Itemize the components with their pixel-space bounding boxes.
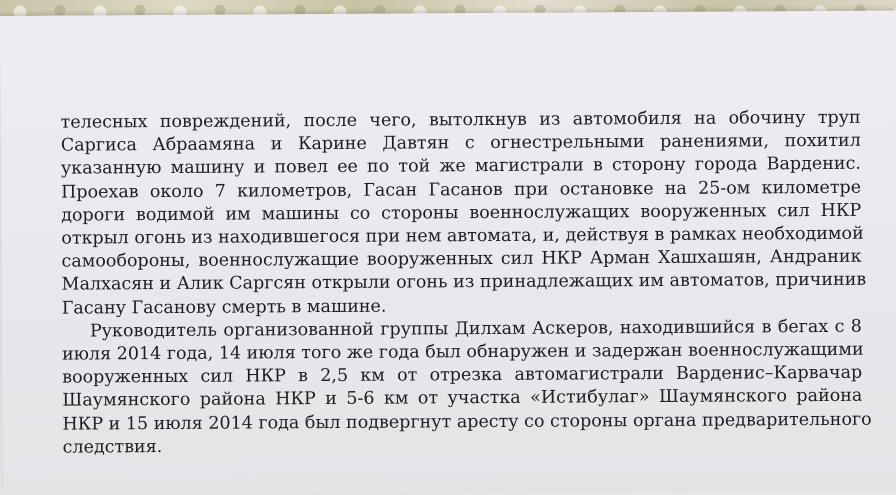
text-line: Малхасян и Алик Саргсян открыли огонь из принадлежащих им автоматов, причинив bbox=[61, 270, 867, 296]
text-line: Саргиса Абраамяна и Карине Давтян с огнестрельными ранениями, похитил bbox=[60, 130, 861, 156]
text-line: Проехав около 7 километров, Гасан Гасанов при остановке на 25-ом километре bbox=[61, 177, 862, 203]
text-line: Шаумянского района НКР и 5-6 км от участка «Истибулаг» Шаумянского района bbox=[62, 386, 863, 412]
text-line: НКР и 15 июля 2014 года был подвергнут аресту со стороны органа предварительного bbox=[62, 409, 872, 435]
text-line: самообороны, военнослужащие вооруженных сил НКР Арман Хашхашян, Андраник bbox=[61, 246, 862, 272]
document-page bbox=[0, 11, 896, 495]
text-line: июля 2014 года, 14 июля того же года был обнаружен и задержан военнослужащими bbox=[62, 339, 864, 365]
text-line: следствия. bbox=[62, 436, 163, 458]
document-text-block bbox=[60, 107, 872, 460]
text-line: открыл огонь из находившегося при нем автомата, и, действуя в рамках необходимой bbox=[61, 223, 864, 249]
text-line: Руководитель организованной группы Дилхам Аскеров, находившийся в бегах с 8 bbox=[89, 316, 862, 342]
text-line: телесных повреждений, после чего, вытолкнув из автомобиля на обочину труп bbox=[60, 107, 861, 133]
text-line: дороги водимой им машины со стороны военнослужащих вооруженных сил НКР bbox=[61, 200, 862, 226]
text-line: указанную машину и повел ее по той же магистрали в сторону города Варденис. bbox=[60, 154, 861, 180]
text-line: вооруженных сил НКР в 2,5 км от отрезка автомагистрали Варденис–Карвачар bbox=[62, 362, 863, 388]
text-line: Гасану Гасанову смерть в машине. bbox=[61, 296, 387, 319]
